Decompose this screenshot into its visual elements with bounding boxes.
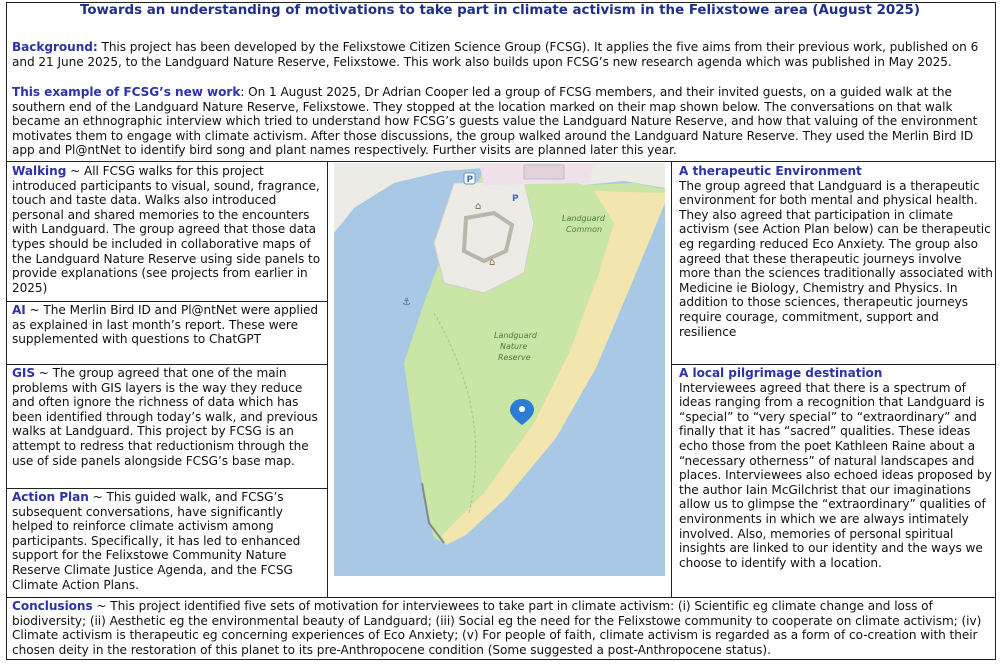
gis-heading: GIS xyxy=(12,366,35,380)
pilgrimage-text: Interviewees agreed that there is a spectrum of ideas ranging from a recognition that Landguard is “special” to “very special” to “extraordinary” and finally that it has “sacred” qualities. These ideas echo those from the poet Kathleen Raine about a “necessary otherness” of natural landscapes and places. Interviewees also echoed ideas proposed by the author Iain McGilchrist that our imaginations allow us to glimpse the “extraordinary” qualities of environments in which we are always intimately involved. Also, memories of personal spiritual insights are linked to our identity and the ways we choose to identify with a location. xyxy=(679,380,992,570)
action-plan-text: ~ This guided walk, and FCSG’s subsequent conversations, have significantly helped to reinforce climate activism among participants. Specifically, it has led to enhanced support for the Felixstowe Community Nature Reserve Climate Justice Agenda, and the FCSG Climate Action Plans. xyxy=(12,490,301,592)
divider-therapeutic-pilgrimage xyxy=(671,364,996,365)
new-work-heading: This example of FCSG’s new work xyxy=(12,85,241,99)
background-section xyxy=(12,40,992,69)
gis-text: ~ The group agreed that one of the main problems with GIS layers is the way they reduce and often ignore the richness of data which has been identified through today’s walk, and previous walks at Landguard. This project by FCSG is an attempt to redress that reductionism through the use of side panels alongside FCSG’s base map. xyxy=(12,366,318,468)
svg-text:P: P xyxy=(512,194,519,204)
gis-section xyxy=(12,366,324,468)
building xyxy=(524,165,564,179)
therapeutic-section xyxy=(679,164,993,339)
divider-walking-ai xyxy=(6,301,327,302)
svg-text:P: P xyxy=(466,175,474,185)
divider-left-col xyxy=(327,161,328,597)
new-work-section xyxy=(12,85,992,158)
pilgrimage-heading: A local pilgrimage destination xyxy=(679,366,883,380)
conclusions-text: ~ This project identified five sets of motivation for interviewees to take part in climate activism: (i) Scientific eg climate change and loss of biodiversity; (ii) Aesthetic eg the environmental beauty of Landguard; (iii) Social eg the need for the Felixstowe community to cooperate on climate activism; (iv) Climate activism is therapeutic eg concerning experiences of Eco Anxiety; (v) For people of faith, climate activism is regarded as a form of co-creation with their chosen deity in the restoration of this planet to its pre-Anthropocene condition (Some suggested a post-Anthropocene status). xyxy=(12,599,982,657)
map-label-common-1: Landguard xyxy=(562,214,605,223)
background-heading: Background: xyxy=(12,40,98,54)
divider-top xyxy=(6,161,996,162)
action-plan-heading: Action Plan xyxy=(12,490,89,504)
therapeutic-heading: A therapeutic Environment xyxy=(679,164,862,178)
anchor-icon: ⚓ xyxy=(402,297,411,308)
walking-heading: Walking xyxy=(12,164,67,178)
divider-ai-gis xyxy=(6,364,327,365)
therapeutic-text: The group agreed that Landguard is a therapeutic environment for both mental and physical health. They also agreed that participation in climate activism (see Action Plan below) can be therapeutic eg regarding reduced Eco Anxiety. The group also agreed that these therapeutic journeys involve more than the sciences traditionally associated with Medicine ie Biology, Chemistry and Physics. In addition to those sciences, therapeutic journeys require courage, commitment, support and resilience xyxy=(679,178,993,339)
divider-gis-action xyxy=(6,488,327,489)
parking-icon xyxy=(464,173,475,185)
map-label-reserve-2: Nature xyxy=(500,342,528,351)
map-label-reserve-3: Reserve xyxy=(498,353,531,362)
parking-icon-2 xyxy=(512,194,519,204)
map-label-common-2: Common xyxy=(566,225,603,234)
museum-icon: ⌂ xyxy=(475,201,482,212)
walking-text: ~ All FCSG walks for this project introduced participants to visual, sound, fragrance, touch and taste data. Walks also introduced personal and shared memories to the encounters with Landguard. The group agreed that those data types should be included in collaborative maps of the Landguard Nature Reserve using side panels to provide explanations (see projects from earlier in 2025) xyxy=(12,164,321,295)
ai-heading: AI xyxy=(12,303,26,317)
ai-section xyxy=(12,303,324,347)
landguard-map xyxy=(334,163,665,576)
divider-right-col xyxy=(671,161,672,597)
walking-section xyxy=(12,164,324,295)
action-plan-section xyxy=(12,490,324,592)
background-text: This project has been developed by the Felixstowe Citizen Science Group (FCSG). It applies the five aims from their previous work, published on 6 and 21 June 2025, to the Landguard Nature Reserve, Felixstowe. This work also builds upon FCSG’s new research agenda which was published in May 2025. xyxy=(12,40,979,69)
map-label-reserve-1: Landguard xyxy=(494,331,537,340)
pilgrimage-section xyxy=(679,366,993,570)
divider-bottom xyxy=(6,597,996,598)
museum-icon-2: ⌂ xyxy=(489,257,496,268)
page-title: Towards an understanding of motivations to take part in climate activism in the Felixstowe area (August 2025) xyxy=(79,3,920,18)
conclusions-section xyxy=(12,599,992,657)
ai-text: ~ The Merlin Bird ID and Pl@ntNet were applied as explained in last month’s report. These were supplemented with questions to ChatGPT xyxy=(12,303,319,347)
new-work-text: : On 1 August 2025, Dr Adrian Cooper led a group of FCSG members, and their invited guests, on a guided walk at the southern end of the Landguard Nature Reserve, Felixstowe. They stopped at the location marked on their map shown below. The conversations on that walk became an ethnographic interview which tried to understand how FCSG’s guests value the Landguard Nature Reserve, and how that valuing of the environment motivates them to engage with climate activism. After those discussions, the group walked around the Landguard Nature Reserve. They used the Merlin Bird ID app and Pl@ntNet to identify bird song and plant names respectively. Further visits are planned later this year. xyxy=(12,85,978,158)
conclusions-heading: Conclusions xyxy=(12,599,93,613)
